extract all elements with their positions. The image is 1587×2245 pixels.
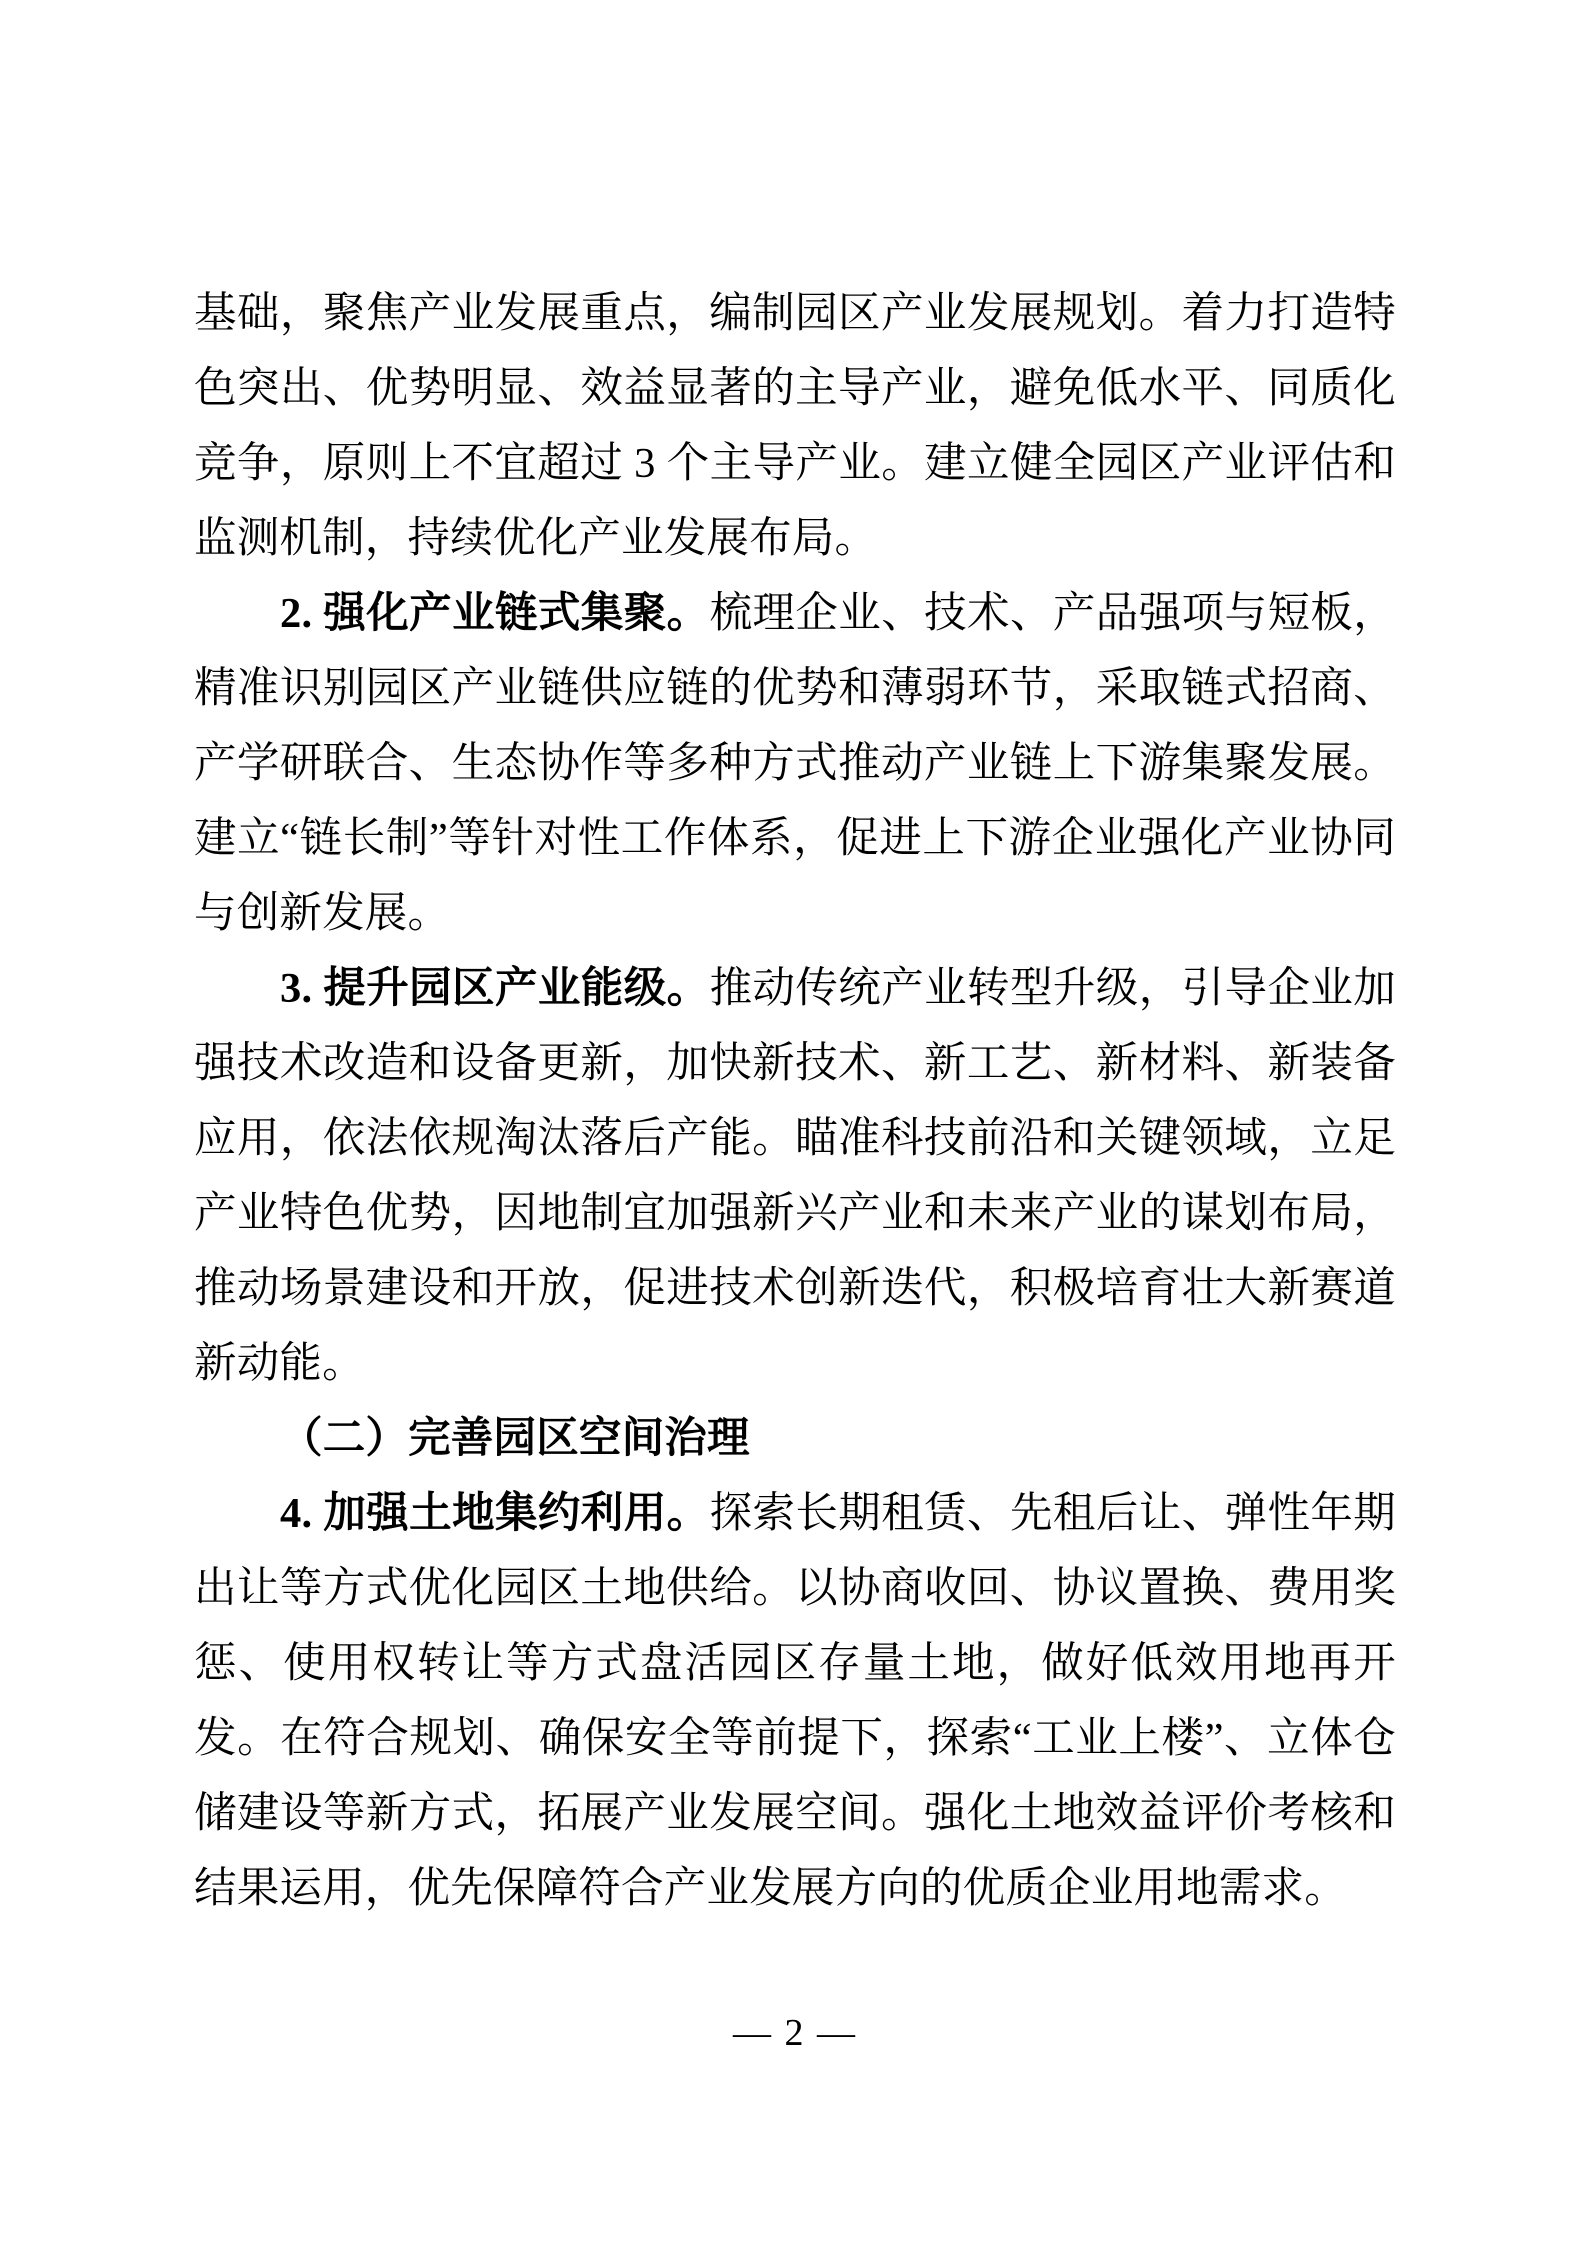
paragraph-item-3	[194, 951, 1396, 1401]
page-number: — 2 —	[733, 2012, 857, 2054]
paragraph-item-3-text: 推动传统产业转型升级，引导企业加强技术改造和设备更新，加快新技术、新工艺、新材料、新装备应用，依法依规淘汰落后产能。瞄准科技前沿和关键领域，立足产业特色优势，因地制宜加强新兴产业和未来产业的谋划布局，推动场景建设和开放，促进技术创新迭代，积极培育壮大新赛道新动能。	[194, 965, 1396, 1387]
section-heading-2-text: （二）完善园区空间治理	[280, 1415, 750, 1462]
section-heading-2	[194, 1401, 1396, 1476]
paragraph-item-4-text: 探索长期租赁、先租后让、弹性年期出让等方式优化园区土地供给。以协商收回、协议置换、费用奖惩、使用权转让等方式盘活园区存量土地，做好低效用地再开发。在符合规划、确保安全等前提下，探索“工业上楼”、立体仓储建设等新方式，拓展产业发展空间。强化土地效益评价考核和结果运用，优先保障符合产业发展方向的优质企业用地需求。	[194, 1490, 1396, 1912]
paragraph-continuation-text: 基础，聚焦产业发展重点，编制园区产业发展规划。着力打造特色突出、优势明显、效益显著的主导产业，避免低水平、同质化竞争，原则上不宜超过 3 个主导产业。建立健全园区产业评估和监测机制，持续优化产业发展布局。	[194, 290, 1396, 562]
paragraph-item-4	[194, 1476, 1396, 1926]
paragraph-item-2-text: 梳理企业、技术、产品强项与短板，精准识别园区产业链供应链的优势和薄弱环节，采取链式招商、产学研联合、生态协作等多种方式推动产业链上下游集聚发展。建立“链长制”等针对性工作体系，促进上下游企业强化产业协同与创新发展。	[194, 590, 1396, 937]
paragraph-item-2	[194, 576, 1396, 951]
paragraph-item-3-heading: 3. 提升园区产业能级。	[280, 965, 710, 1012]
paragraph-item-4-heading: 4. 加强土地集约利用。	[280, 1490, 710, 1537]
paragraph-item-2-heading: 2. 强化产业链式集聚。	[280, 590, 710, 637]
page-footer	[194, 2003, 1396, 2063]
document-body	[194, 276, 1396, 1926]
paragraph-continuation	[194, 276, 1396, 576]
